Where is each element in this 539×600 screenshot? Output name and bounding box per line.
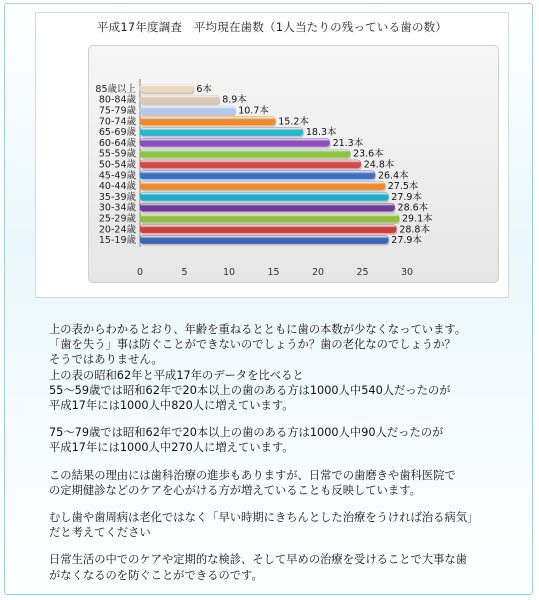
paragraph-3 [49, 468, 519, 498]
category-label: 25-29歳 [98, 213, 136, 225]
category-label: 65-69歳 [98, 127, 136, 139]
text-line: 75〜79歳では昭和62年で20本以上の歯のある方は1000人中90人だったのが [49, 426, 444, 440]
category-label: 30-34歳 [98, 202, 136, 214]
data-label: 29.1本 [401, 213, 433, 225]
category-label: 20-24歳 [98, 224, 136, 236]
category-label: 80-84歳 [98, 94, 136, 106]
article-text [49, 322, 519, 583]
bar [140, 128, 303, 136]
bar-chart [36, 13, 508, 297]
bar [140, 138, 330, 146]
data-label: 24.8本 [363, 159, 395, 171]
text-line: の定期健診などのケアを心がける方が増えていることも反映しています。 [49, 483, 421, 497]
bar [140, 192, 388, 200]
bar [140, 214, 399, 222]
category-label: 15-19歳 [98, 235, 136, 247]
bar [140, 182, 385, 190]
category-label: 45-49歳 [98, 170, 136, 182]
bar [140, 95, 219, 103]
data-label: 6本 [196, 83, 212, 95]
data-label: 26.4本 [377, 170, 409, 182]
paragraph-4 [49, 510, 519, 540]
text-line: そうではありません。 [49, 353, 163, 367]
bar [140, 84, 193, 92]
data-label: 8.9本 [222, 94, 247, 106]
text-line: 「歯を失う」事は防ぐことができないのでしょうか？歯の老化なのでしょうか？ [49, 338, 456, 352]
paragraph-2 [49, 425, 519, 455]
category-label: 75-79歳 [98, 105, 136, 117]
data-label: 27.9本 [391, 235, 422, 247]
category-label: 60-64歳 [98, 137, 136, 149]
category-label: 85歳以上 [95, 83, 136, 95]
chart-container [35, 12, 509, 298]
data-label: 27.9本 [391, 191, 422, 203]
bar [140, 149, 350, 157]
x-tick-label: 30 [400, 267, 414, 278]
bar [140, 160, 361, 168]
bar [140, 106, 235, 114]
bar [140, 117, 275, 125]
data-label: 10.7本 [238, 105, 269, 117]
data-label: 27.5本 [387, 181, 419, 193]
text-line: むし歯や歯周病は老化ではなく「早い時期にきちんとした治療をうければ治る病気」 [49, 511, 479, 525]
text-line: がなくなるのを防ぐことができるのです。 [49, 568, 263, 582]
text-line: 上の表からわかるとおり、年齢を重ねるとともに歯の本数が少なくなっています。 [49, 323, 467, 336]
x-tick-label: 20 [311, 267, 325, 278]
x-tick-label: 5 [181, 267, 188, 278]
text-line: 平成17年には1000人中820人に増えています。 [49, 399, 294, 413]
text-line: 55〜59歳では昭和62年で20本以上の歯のある方は1000人中540人だったのが [49, 383, 451, 397]
text-line: だと考えてください [49, 526, 151, 540]
data-label: 21.3本 [332, 137, 364, 149]
paragraph-1 [49, 322, 519, 413]
text-line: 平成17年には1000人中270人に増えています。 [49, 441, 294, 455]
category-label: 55-59歳 [98, 148, 136, 160]
category-label: 40-44歳 [98, 181, 136, 193]
bar [140, 203, 395, 211]
x-tick-label: 10 [222, 267, 236, 278]
text-line: 日常生活の中でのケアや定期的な検診、そして早めの治療を受けることで大事な歯 [49, 553, 467, 567]
x-tick-label: 0 [136, 267, 144, 278]
x-tick-label: 25 [356, 267, 369, 278]
x-tick-label: 15 [267, 267, 280, 278]
category-label: 35-39歳 [98, 191, 136, 203]
content-frame [4, 3, 533, 595]
data-label: 28.6本 [397, 202, 429, 214]
bar [140, 236, 388, 244]
data-label: 15.2本 [278, 116, 309, 128]
category-label: 50-54歳 [98, 159, 136, 171]
bar [140, 171, 375, 179]
text-line: この結果の理由には歯科治療の進歩もありますが、日常での歯磨きや歯科医院で [49, 468, 456, 482]
data-label: 23.6本 [353, 148, 384, 160]
chart-title: 平成17年度調査 平均現在歯数（1人当たりの残っている歯の数） [96, 20, 448, 34]
paragraph-5 [49, 552, 519, 582]
category-label: 70-74歳 [98, 116, 136, 128]
bar [140, 225, 396, 233]
data-label: 18.3本 [305, 127, 337, 139]
data-label: 28.8本 [399, 224, 430, 236]
text-line: 上の表の昭和62年と平成17年のデータを比べると [49, 368, 304, 382]
